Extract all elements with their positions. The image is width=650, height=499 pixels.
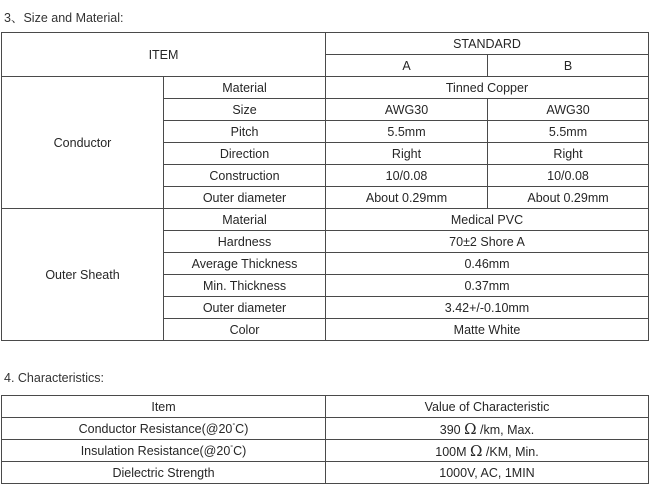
section-4-title: 4. Characteristics: [4,371,105,385]
value-unit: /km, Max. [476,422,535,437]
ohm-symbol: Ω [464,419,477,438]
property-label: Color [164,319,326,341]
property-label: Size [164,99,326,121]
value-merged: 70±2 Shore A [326,231,649,253]
value-merged: Medical PVC [326,209,649,231]
table-row [2,77,649,99]
degree-sign: ° [232,422,236,430]
group-conductor: Conductor [2,77,164,209]
header-value: Value of Characteristic [326,396,649,418]
value-b: About 0.29mm [488,187,649,209]
value-b: AWG30 [488,99,649,121]
table-row [2,462,649,484]
header-standard: STANDARD [326,33,649,55]
table-row [2,440,649,462]
degree-sign: ° [230,444,234,452]
value-cell [326,440,649,462]
property-label: Material [164,209,326,231]
value-a: Right [326,143,488,165]
value-text: 100M [435,444,471,459]
table-header-row [2,396,649,418]
value-a: 10/0.08 [326,165,488,187]
value-cell [326,418,649,440]
item-text-end: C) [233,443,247,458]
ohm-symbol: Ω [470,441,483,460]
property-label: Material [164,77,326,99]
characteristics-table [1,395,649,484]
value-b: 10/0.08 [488,165,649,187]
table-row [2,209,649,231]
item-cell [2,418,326,440]
group-outer-sheath: Outer Sheath [2,209,164,341]
property-label: Min. Thickness [164,275,326,297]
size-material-table [1,32,649,341]
table-row [2,418,649,440]
property-label: Average Thickness [164,253,326,275]
property-label: Construction [164,165,326,187]
value-b: 5.5mm [488,121,649,143]
value-unit: /KM, Min. [482,444,539,459]
value-merged: Matte White [326,319,649,341]
item-cell [2,440,326,462]
property-label: Outer diameter [164,187,326,209]
value-merged: 0.46mm [326,253,649,275]
header-item: Item [2,396,326,418]
property-label: Outer diameter [164,297,326,319]
item-text-end: C) [235,421,249,436]
value-a: About 0.29mm [326,187,488,209]
value-merged: 0.37mm [326,275,649,297]
value-merged: Tinned Copper [326,77,649,99]
item-text: Insulation Resistance(@20 [80,443,231,458]
value-a: AWG30 [326,99,488,121]
value-a: 5.5mm [326,121,488,143]
value-merged: 3.42+/-0.10mm [326,297,649,319]
value-b: Right [488,143,649,165]
value-cell: 1000V, AC, 1MIN [326,462,649,484]
property-label: Hardness [164,231,326,253]
value-text: 390 [439,422,465,437]
item-text: Conductor Resistance(@20 [78,421,233,436]
header-item: ITEM [2,33,326,77]
property-label: Direction [164,143,326,165]
item-cell: Dielectric Strength [2,462,326,484]
section-3-title: 3、Size and Material: [4,11,124,25]
property-label: Pitch [164,121,326,143]
header-col-b: B [488,55,649,77]
header-col-a: A [326,55,488,77]
